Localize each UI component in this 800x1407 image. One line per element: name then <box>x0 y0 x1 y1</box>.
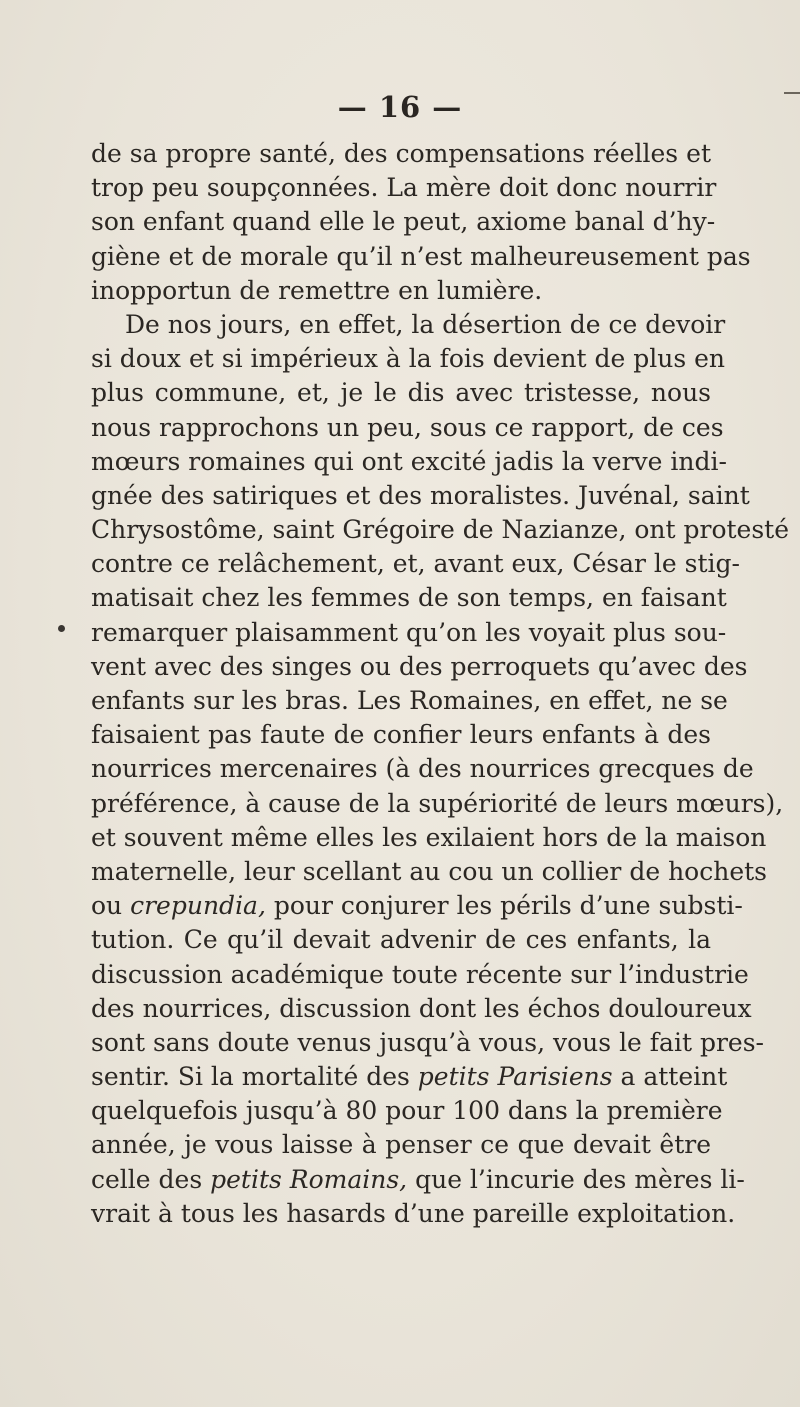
text-line <box>91 821 767 855</box>
text-segment: giène et de morale qu’il n’est malheureusement pas <box>91 241 751 271</box>
text-segment: inopportun de remettre en lumière. <box>91 275 543 305</box>
text-segment: que l’incurie des mères li- <box>407 1164 745 1194</box>
text-segment: trop peu soupçonnées. La mère doit donc nourrir <box>91 173 717 203</box>
text-segment: quelquefois jusqu’à 80 pour 100 dans la première <box>91 1096 723 1126</box>
text-line <box>91 650 748 684</box>
text-segment: préférence, à cause de la supériorité de leurs mœurs), <box>91 788 784 818</box>
text-segment: matisait chez les femmes de son temps, en faisant <box>91 583 727 613</box>
ink-speck <box>58 625 65 632</box>
text-line <box>91 411 724 445</box>
text-segment: pour conjurer les périls d’une substi- <box>265 891 743 921</box>
text-line <box>91 240 751 274</box>
text-segment: discussion académique toute récente sur l’industrie <box>91 959 749 989</box>
text-line <box>91 137 711 171</box>
text-line <box>91 855 767 889</box>
text-line <box>91 752 754 786</box>
text-segment: sentir. Si la mortalité des <box>91 1062 418 1092</box>
text-segment: nous rapprochons un peu, sous ce rapport, de ces <box>91 412 724 442</box>
text-segment: a atteint <box>612 1062 728 1092</box>
text-segment: vent avec des singes ou des perroquets qu’avec des <box>91 651 748 681</box>
text-line <box>91 308 726 342</box>
text-segment: maternelle, leur scellant au cou un collier de hochets <box>91 856 767 886</box>
text-line <box>91 581 727 615</box>
text-segment: vrait à tous les hasards d’une pareille exploitation. <box>91 1198 736 1228</box>
margin-mark <box>784 92 800 94</box>
text-line <box>91 1060 728 1094</box>
text-line <box>91 479 750 513</box>
text-line <box>91 1197 736 1231</box>
text-segment: si doux et si impérieux à la fois devient de plus en <box>91 344 726 374</box>
text-line <box>91 616 727 650</box>
text-line <box>91 787 784 821</box>
text-line <box>91 684 728 718</box>
text-line <box>91 1128 711 1162</box>
text-line <box>91 1026 764 1060</box>
text-line <box>91 171 717 205</box>
text-segment: celle des <box>91 1164 211 1194</box>
text-line <box>91 958 749 992</box>
text-line <box>91 923 711 957</box>
text-segment: ou <box>91 891 131 921</box>
text-segment: enfants sur les bras. Les Romaines, en effet, ne se <box>91 686 728 715</box>
text-segment: faisaient pas faute de confier leurs enfants à des <box>91 720 711 750</box>
italic-text: petits Romains, <box>210 1164 408 1194</box>
body-text <box>91 137 790 1231</box>
text-line <box>91 992 752 1026</box>
text-line <box>91 547 740 581</box>
text-line <box>91 445 727 479</box>
text-segment: De nos jours, en effet, la désertion de ce devoir <box>125 309 726 339</box>
text-line <box>91 718 711 752</box>
text-line <box>91 274 711 308</box>
text-segment: Chrysostôme, saint Grégoire de Nazianze, ont protesté <box>91 515 790 545</box>
text-line <box>91 205 716 239</box>
text-segment: année, je vous laisse à penser ce que devait être <box>91 1130 711 1160</box>
text-line <box>91 342 726 376</box>
text-line <box>91 1163 745 1197</box>
text-segment: des nourrices, discussion dont les échos douloureux <box>91 993 752 1023</box>
italic-text: petits Parisiens <box>417 1062 613 1092</box>
text-segment: mœurs romaines qui ont excité jadis la verve indi- <box>91 446 727 476</box>
page-number-header: — 16 — <box>337 90 463 124</box>
text-segment: et souvent même elles les exilaient hors de la maison <box>91 822 767 852</box>
text-line <box>91 889 743 923</box>
text-line <box>91 376 711 410</box>
text-segment: gnée des satiriques et des moralistes. Juvénal, saint <box>91 480 750 510</box>
text-segment: remarquer plaisamment qu’on les voyait plus sou- <box>91 617 727 647</box>
text-segment: sont sans doute venus jusqu’à vous, vous le fait pres- <box>91 1027 764 1057</box>
text-segment: nourrices mercenaires (à des nourrices grecques de <box>91 754 754 784</box>
text-segment: son enfant quand elle le peut, axiome banal d’hy- <box>91 207 716 237</box>
italic-text: crepundia, <box>130 891 266 921</box>
text-segment: contre ce relâchement, et, avant eux, César le stig- <box>91 549 740 579</box>
text-segment: de sa propre santé, des compensations réelles et <box>91 139 711 168</box>
text-line <box>91 513 790 547</box>
text-segment: tution. Ce qu’il devait advenir de ces enfants, la <box>91 925 711 955</box>
text-line <box>91 1094 723 1128</box>
text-segment: plus commune, et, je le dis avec tristesse, nous <box>91 378 711 408</box>
